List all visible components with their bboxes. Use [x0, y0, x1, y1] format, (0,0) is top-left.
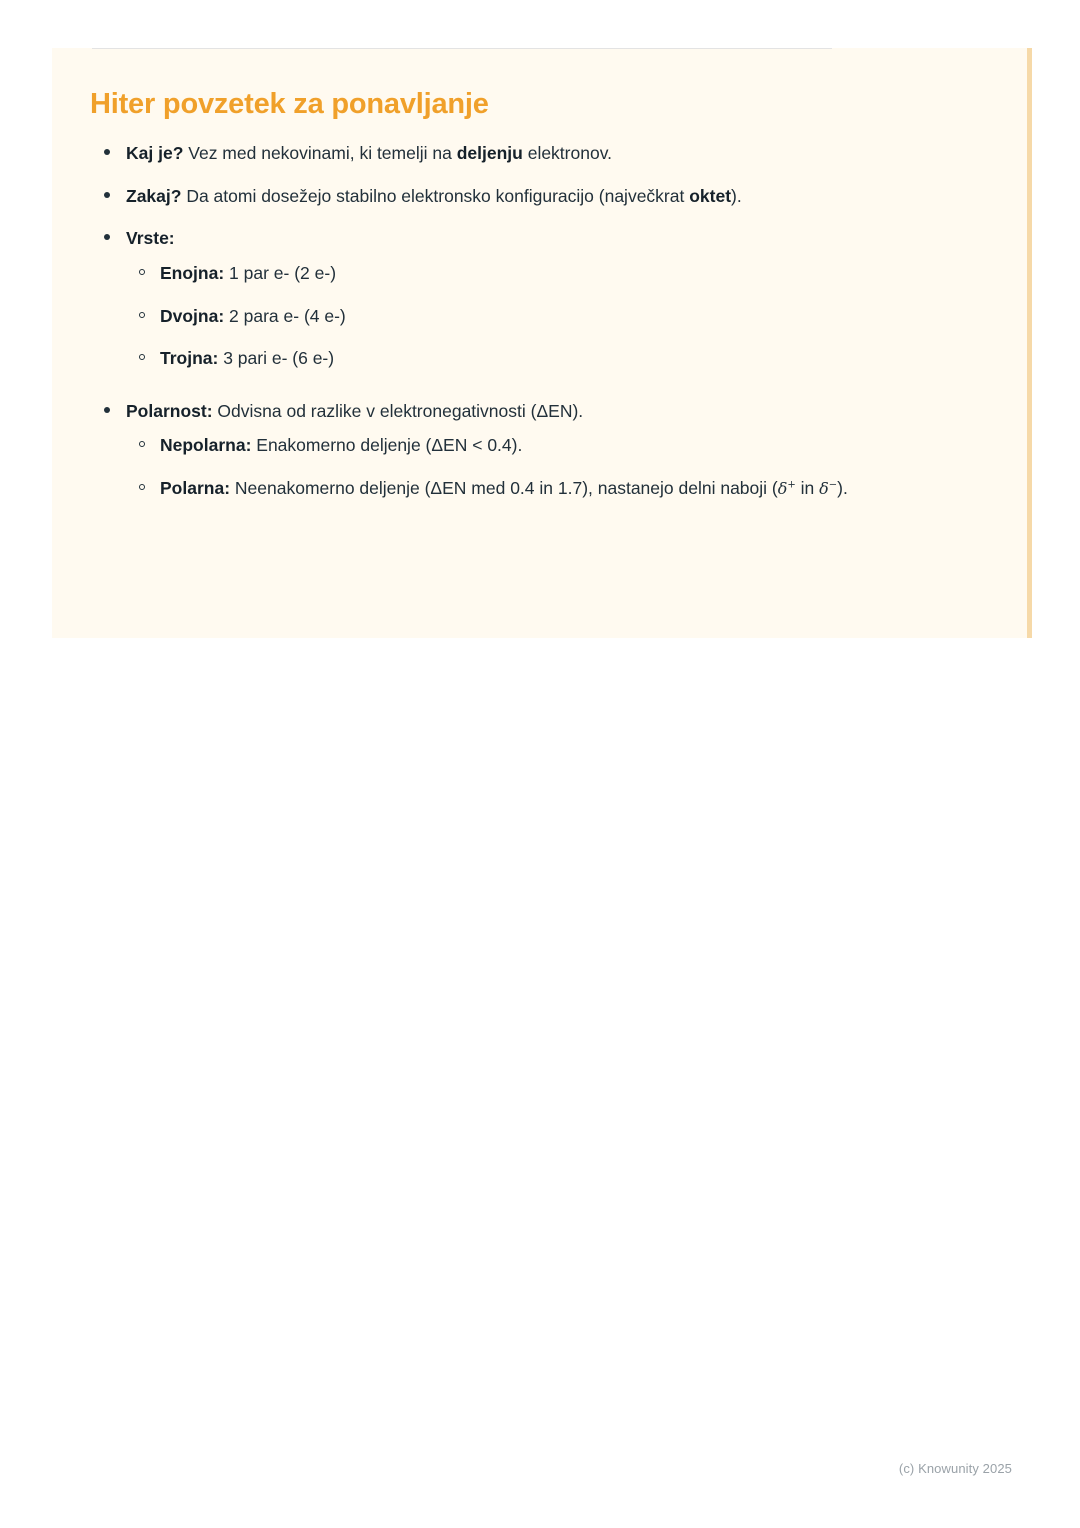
list-item [90, 225, 986, 371]
list-item-emphasis: oktet [689, 185, 732, 206]
list-item-emphasis: deljenju [456, 143, 523, 164]
list-item-lead: Polarnost: [126, 400, 213, 421]
bullet-hollow-icon [139, 354, 145, 360]
sublist-vrste [126, 260, 986, 372]
sublist-item-lead: Enojna: [160, 263, 225, 284]
footer-credit: (c) Knowunity 2025 [898, 1461, 1012, 1476]
bullet-hollow-icon [139, 269, 145, 275]
summary-card [52, 48, 1032, 638]
summary-list [90, 140, 986, 501]
list-item [126, 260, 986, 287]
page-title: Hiter povzetek za ponavljanje [90, 88, 489, 120]
sublist-item-text: 2 para e- (4 e-) [224, 305, 346, 326]
sublist-item-text-mid: in [795, 478, 820, 498]
list-item [126, 475, 986, 502]
list-item [126, 432, 986, 459]
delta-negative-symbol: δ− [819, 479, 838, 498]
bullet-hollow-icon [139, 441, 145, 447]
list-item-text: Odvisna od razlike v elektronegativnosti (ΔEN). [212, 400, 584, 421]
list-item [126, 345, 986, 372]
sublist-item-lead: Nepolarna: [160, 435, 252, 456]
sublist-item-lead: Polarna: [160, 478, 231, 498]
delta-positive-symbol: δ+ [777, 479, 796, 498]
sublist-item-text: Neenakomerno deljenje (ΔEN med 0.4 in 1.7), nastanejo delni naboji ( [230, 478, 778, 498]
list-item [90, 183, 986, 210]
sublist-polarnost [126, 432, 986, 501]
sublist-item-lead: Trojna: [160, 348, 219, 369]
list-item-lead: Kaj je? [126, 143, 184, 164]
list-item-lead: Vrste: [126, 228, 175, 249]
bullet-hollow-icon [139, 484, 145, 490]
sublist-item-text: 1 par e- (2 e-) [224, 263, 337, 284]
list-item [126, 303, 986, 330]
bullet-icon [104, 407, 110, 413]
sublist-item-text-end: ). [837, 478, 848, 498]
sublist-item-text: 3 pari e- (6 e-) [218, 348, 335, 369]
sublist-item-lead: Dvojna: [160, 305, 225, 326]
sublist-item-text: Enakomerno deljenje (ΔEN < 0.4). [251, 435, 523, 456]
list-item-text: Vez med nekovinami, ki temelji na [183, 143, 457, 164]
list-item [90, 140, 986, 167]
list-item-text: Da atomi dosežejo stabilno elektronsko konfiguracijo (največkrat [181, 185, 690, 206]
bullet-hollow-icon [139, 312, 145, 318]
bullet-icon [104, 192, 110, 198]
list-item [90, 398, 986, 502]
summary-card-content [52, 48, 1032, 558]
list-item-text-tail: ). [731, 185, 742, 206]
list-item-text-tail: elektronov. [522, 143, 613, 164]
list-item-lead: Zakaj? [126, 185, 182, 206]
bullet-icon [104, 234, 110, 240]
bullet-icon [104, 149, 110, 155]
